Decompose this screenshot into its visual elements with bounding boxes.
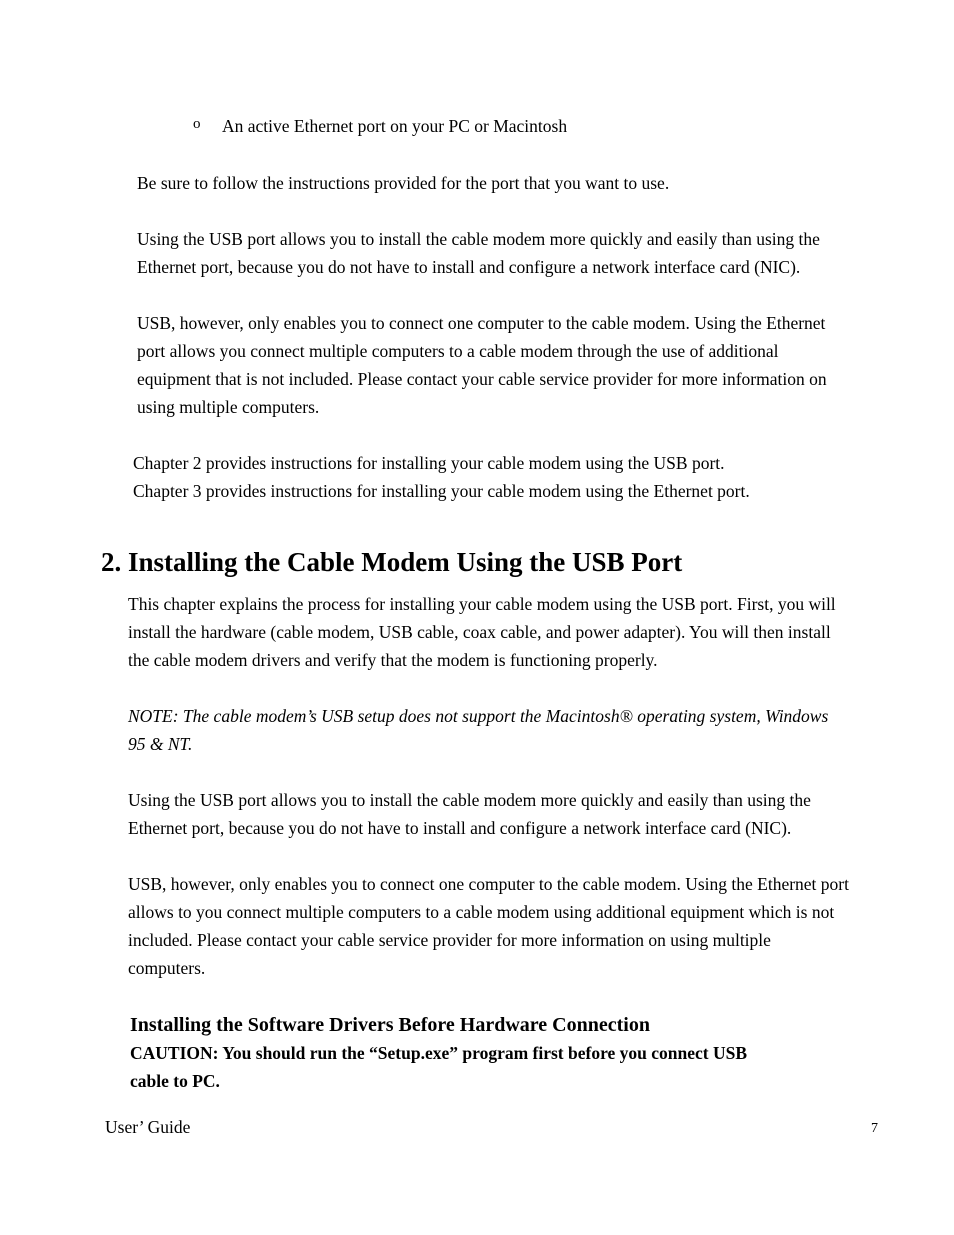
chapter-reference: Chapter 2 provides instructions for installing your cable modem using the USB port. (133, 453, 725, 473)
paragraph-line: Using the USB port allows you to install the cable modem more quickly and easily than using the (137, 229, 820, 249)
intro-paragraph-3 (137, 309, 827, 421)
paragraph-line: computers. (128, 958, 206, 978)
footer-guide-label: User’ Guide (105, 1117, 191, 1137)
paragraph-line: included. Please contact your cable service provider for more information on using multiple (128, 930, 771, 950)
chapter-reference: Chapter 3 provides instructions for installing your cable modem using the Ethernet port. (133, 481, 750, 501)
section-heading: 2. Installing the Cable Modem Using the USB Port (101, 547, 683, 577)
paragraph-line: Ethernet port, because you do not have to install and configure a network interface card (NIC). (128, 818, 792, 838)
paragraph-line: allows to you connect multiple computers to a cable modem using additional equipment which is not (128, 902, 835, 922)
section-paragraph-1 (128, 590, 836, 674)
section-paragraph-2 (128, 786, 811, 842)
page-number: 7 (871, 1121, 878, 1136)
caution-line: cable to PC. (130, 1071, 220, 1091)
paragraph-line: the cable modem drivers and verify that the modem is functioning properly. (128, 650, 658, 670)
paragraph-line: equipment that is not included. Please contact your cable service provider for more information on (137, 369, 827, 389)
paragraph-line: install the hardware (cable modem, USB cable, coax cable, and power adapter). You will then install (128, 622, 831, 642)
paragraph-line: using multiple computers. (137, 397, 320, 417)
paragraph-line: Ethernet port, because you do not have to install and configure a network interface card (NIC). (137, 257, 801, 277)
intro-paragraph-1: Be sure to follow the instructions provided for the port that you want to use. (137, 173, 670, 193)
paragraph-line: This chapter explains the process for installing your cable modem using the USB port. First, you will (128, 594, 836, 614)
intro-paragraph-2 (137, 225, 820, 281)
caution-notice (130, 1039, 747, 1095)
note-line: NOTE: The cable modem’s USB setup does not support the Macintosh® operating system, Windows (128, 706, 829, 726)
subsection-heading: Installing the Software Drivers Before Hardware Connection (130, 1014, 650, 1036)
bullet-marker: o (193, 116, 201, 132)
bullet-item-text: An active Ethernet port on your PC or Macintosh (222, 116, 568, 136)
paragraph-line: Using the USB port allows you to install the cable modem more quickly and easily than using the (128, 790, 811, 810)
paragraph-line: USB, however, only enables you to connect one computer to the cable modem. Using the Ethernet port (128, 874, 849, 894)
paragraph-line: port allows you connect multiple computers to a cable modem through the use of additional (137, 341, 779, 361)
chapter-references (133, 449, 750, 505)
caution-line: CAUTION: You should run the “Setup.exe” program first before you connect USB (130, 1043, 748, 1063)
section-paragraph-3 (128, 870, 849, 982)
note-line: 95 & NT. (128, 734, 193, 754)
paragraph-line: USB, however, only enables you to connect one computer to the cable modem. Using the Ethernet (137, 313, 826, 333)
usb-note (128, 702, 828, 758)
